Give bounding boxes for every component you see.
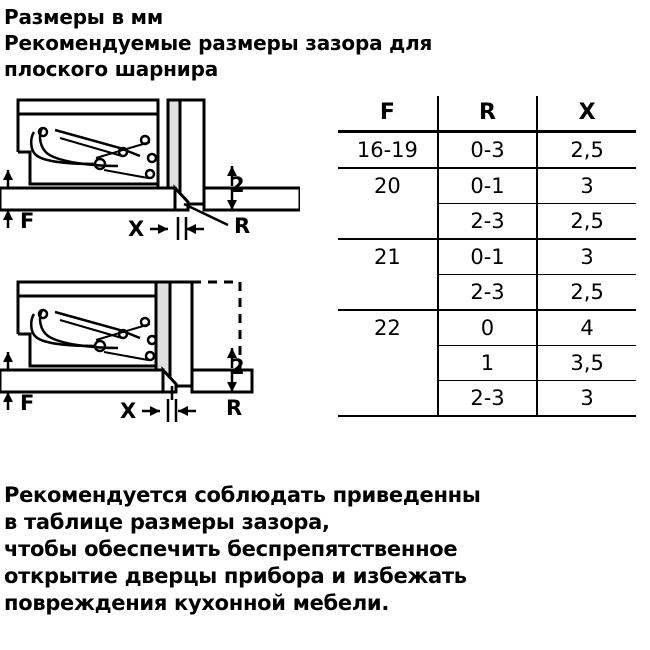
label-r-bottom: R	[226, 396, 243, 420]
cell-x: 4	[537, 310, 636, 346]
table-row	[338, 310, 636, 346]
table-row	[338, 168, 636, 204]
cell-f	[338, 275, 438, 311]
label-x-bottom: X	[120, 399, 137, 423]
dimensions-table-wrapper	[338, 96, 636, 417]
footer-line-2: в таблице размеры зазора,	[4, 510, 330, 534]
cell-f: 21	[338, 239, 438, 275]
cell-x: 3	[537, 239, 636, 275]
cell-r: 2-3	[438, 381, 538, 417]
diagram-panel	[0, 92, 330, 462]
footer-line-1: Рекомендуется соблюдать приведенны	[4, 483, 481, 507]
cell-f: 22	[338, 310, 438, 346]
label-gap-top: 2	[230, 173, 245, 197]
cell-x: 2,5	[537, 132, 636, 169]
table-header-row	[338, 96, 636, 132]
table-row	[338, 239, 636, 275]
table-header-x: X	[537, 96, 636, 132]
label-f-top: F	[20, 209, 35, 233]
cell-f	[338, 204, 438, 240]
table-row	[338, 346, 636, 381]
cell-r: 1	[438, 346, 538, 381]
footer-note	[4, 482, 650, 617]
cell-x: 3	[537, 381, 636, 417]
cell-x: 2,5	[537, 204, 636, 240]
table-row	[338, 381, 636, 417]
cell-r: 2-3	[438, 275, 538, 311]
cell-f	[338, 381, 438, 417]
footer-line-3: чтобы обеспечить беспрепятственное	[4, 537, 458, 561]
table-row	[338, 132, 636, 169]
cell-f: 20	[338, 168, 438, 204]
cell-x: 2,5	[537, 275, 636, 311]
hinge-diagram-bottom	[0, 274, 300, 444]
footer-line-4: открытие дверцы прибора и избежать	[4, 564, 467, 588]
cell-x: 3,5	[537, 346, 636, 381]
cell-f: 16-19	[338, 132, 438, 169]
table-row	[338, 275, 636, 311]
label-r-top: R	[234, 214, 251, 238]
heading-line-1: Размеры в мм	[4, 5, 163, 29]
cell-r: 0	[438, 310, 538, 346]
heading-line-3: плоского шарнира	[4, 57, 219, 81]
page-heading	[4, 4, 644, 82]
table-row	[338, 204, 636, 240]
cell-x: 3	[537, 168, 636, 204]
dimensions-table	[338, 96, 636, 417]
heading-line-2: Рекомендуемые размеры зазора для	[4, 31, 433, 55]
label-f-bottom: F	[20, 391, 35, 415]
cell-f	[338, 346, 438, 381]
table-header-f: F	[338, 96, 438, 132]
cell-r: 0-1	[438, 168, 538, 204]
cell-r: 0-1	[438, 239, 538, 275]
cell-r: 0-3	[438, 132, 538, 169]
footer-line-5: повреждения кухонной мебели.	[4, 591, 389, 615]
table-header-r: R	[438, 96, 538, 132]
hinge-diagram-top	[0, 92, 300, 262]
label-gap-bottom: 2	[230, 355, 245, 379]
cell-r: 2-3	[438, 204, 538, 240]
label-x-top: X	[128, 217, 145, 241]
